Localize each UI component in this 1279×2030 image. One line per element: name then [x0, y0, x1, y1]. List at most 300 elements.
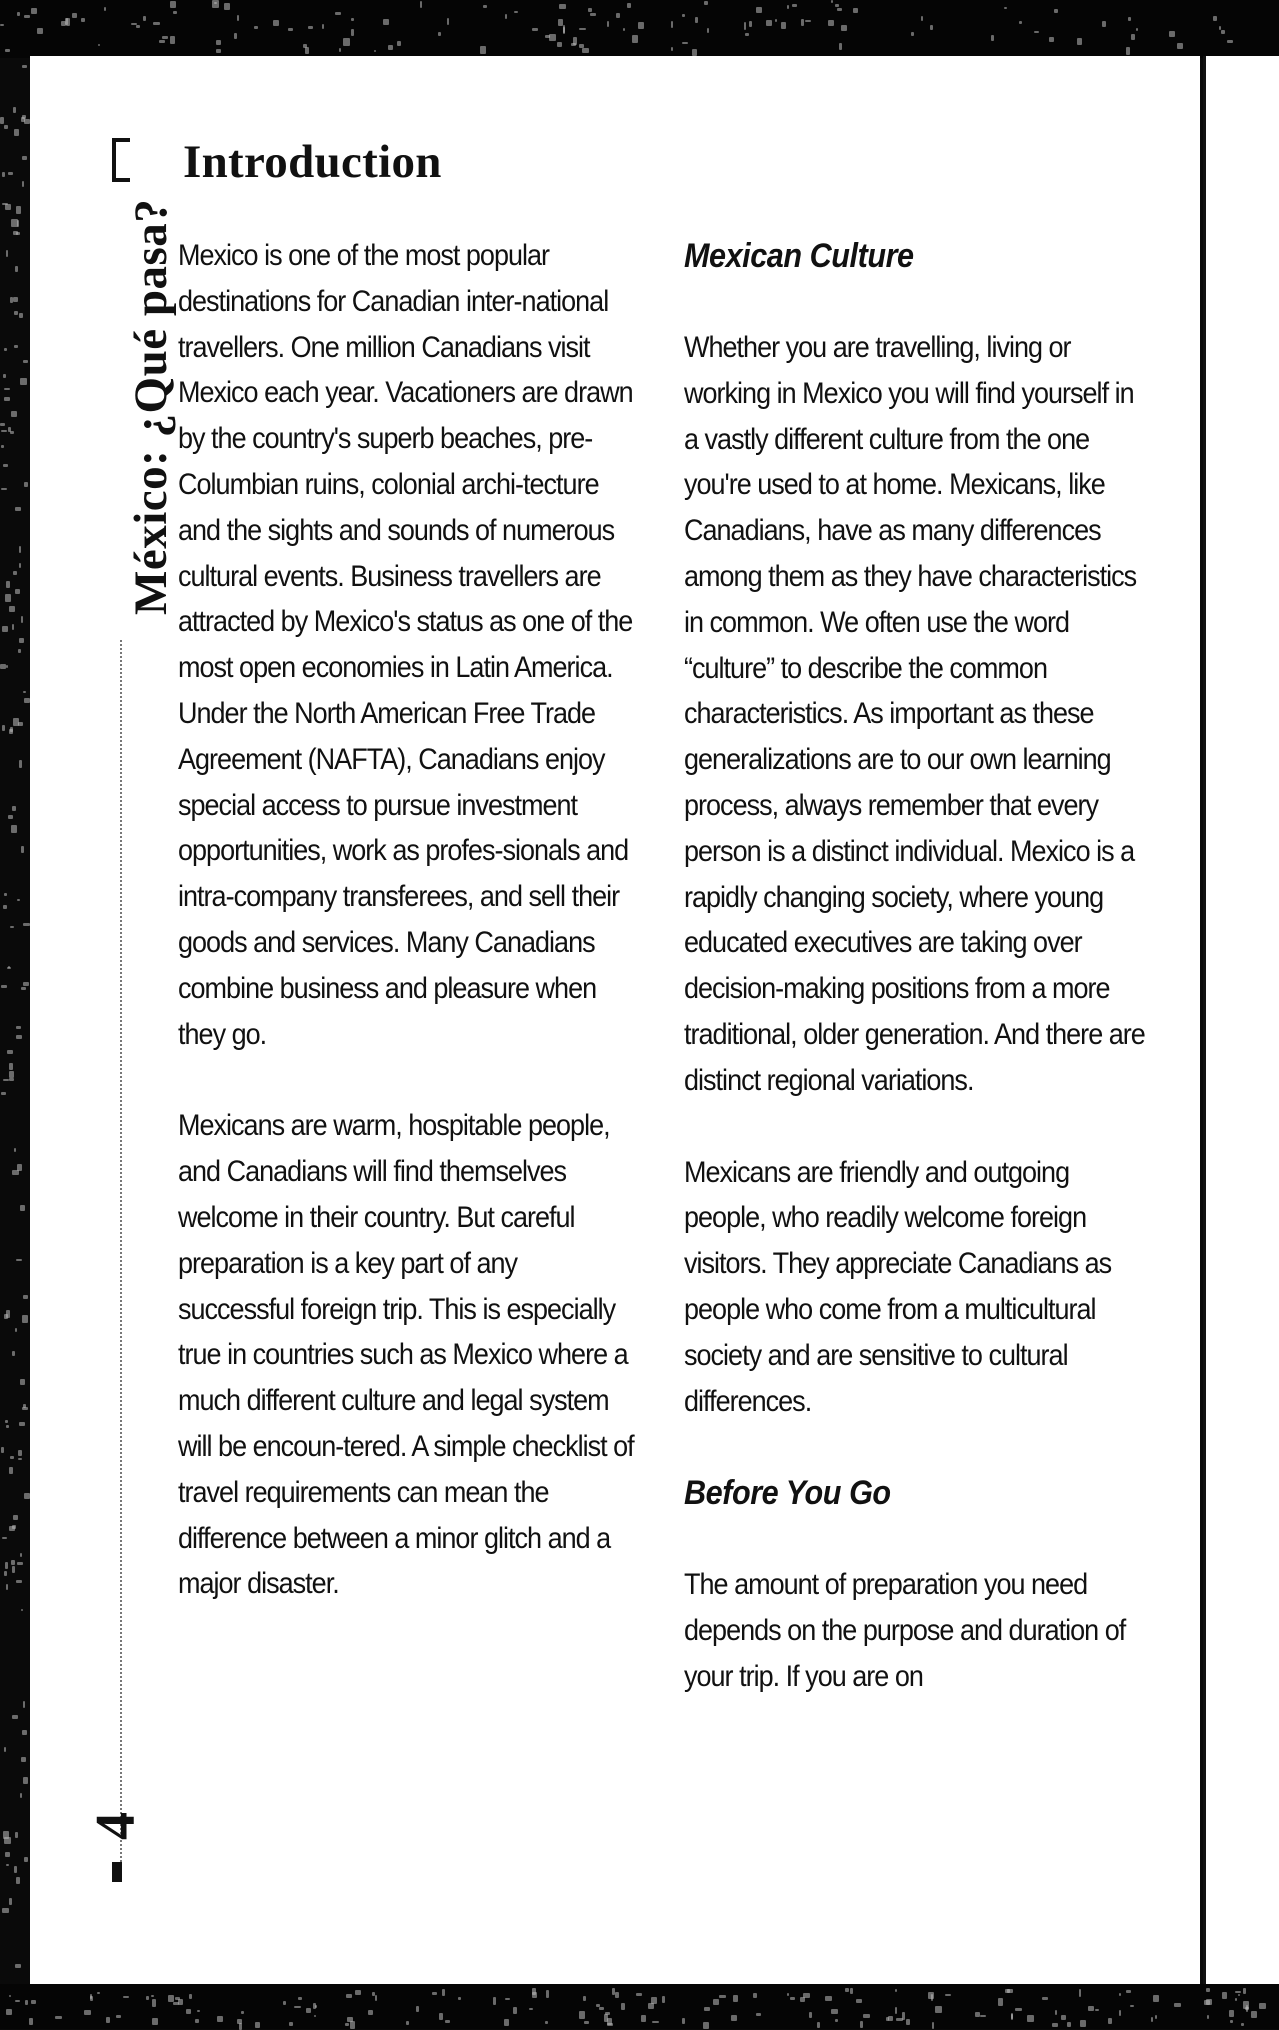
scan-speckle	[116, 2015, 122, 2018]
scan-speckle	[168, 1995, 174, 2003]
scan-speckle	[1251, 2011, 1256, 2017]
scan-speckle	[224, 3, 231, 11]
scan-speckle	[1, 445, 4, 448]
scan-speckle	[648, 2003, 654, 2010]
scan-speckle	[4, 1837, 11, 1844]
scan-speckle	[308, 26, 313, 29]
scan-speckle	[106, 2017, 110, 2023]
scan-speckle	[571, 43, 575, 46]
scan-speckle	[7, 1050, 13, 1054]
scan-speckle	[935, 2006, 942, 2013]
scan-speckle	[16, 1877, 20, 1884]
scan-speckle	[945, 1994, 951, 1996]
scan-speckle	[5, 49, 10, 52]
scan-speckle	[980, 2015, 985, 2018]
scan-speckle	[616, 13, 620, 18]
scan-speckle	[1229, 2010, 1233, 2016]
scan-speckle	[17, 899, 20, 901]
scan-speckle	[20, 1793, 23, 1798]
scan-speckle	[532, 1988, 537, 1995]
scan-speckle	[19, 1422, 24, 1425]
scan-speckle	[305, 47, 308, 53]
scan-speckle	[372, 1992, 375, 1995]
scan-speckle	[1213, 16, 1217, 21]
scan-speckle	[22, 1730, 27, 1735]
scan-speckle	[13, 297, 18, 303]
scan-speckle	[792, 4, 796, 7]
scan-speckle	[895, 2007, 897, 2014]
scan-speckle	[343, 38, 349, 46]
scan-speckle	[719, 1995, 725, 1999]
scan-speckle	[447, 18, 449, 26]
scan-speckle	[10, 1456, 14, 1459]
scan-speckle	[16, 1026, 21, 1029]
scan-speckle	[1151, 2017, 1153, 2022]
scan-speckle	[1080, 2020, 1086, 2027]
scan-speckle	[1, 430, 7, 432]
scan-speckle	[1052, 2023, 1058, 2026]
scan-speckle	[695, 17, 698, 24]
scan-speckle	[1241, 2023, 1244, 2025]
scan-speckle	[805, 20, 811, 23]
facing-page-edge	[1203, 56, 1279, 1984]
scan-speckle	[15, 266, 18, 272]
scan-speckle	[9, 1467, 13, 1474]
scan-speckle	[17, 12, 20, 16]
scan-speckle	[131, 23, 137, 25]
scan-speckle	[615, 1992, 619, 1999]
scan-speckle	[6, 665, 9, 667]
scan-speckle	[20, 1553, 22, 1557]
scan-speckle	[1155, 2015, 1158, 2018]
scan-speckle	[416, 2006, 418, 2012]
scan-speckle	[529, 2008, 532, 2011]
scan-speckle	[4, 388, 10, 390]
scan-speckle	[298, 1997, 302, 2001]
scan-speckle	[216, 40, 221, 46]
scan-speckle	[15, 589, 19, 594]
scan-speckle	[856, 1999, 862, 2003]
scan-speckle	[175, 1997, 180, 2000]
scan-speckle	[16, 206, 21, 214]
scan-speckle	[20, 1379, 25, 1385]
scan-speckle	[347, 2017, 353, 2022]
scan-speckle	[255, 2022, 260, 2029]
scan-speckle	[9, 606, 15, 612]
scan-speckle	[14, 129, 19, 136]
scan-speckle	[886, 2017, 889, 2021]
scan-speckle	[733, 1995, 739, 2003]
scan-speckle	[0, 423, 4, 426]
scan-speckle	[839, 43, 842, 50]
scan-speckle	[557, 42, 561, 47]
corner-mark-bottom	[112, 1862, 122, 1882]
scan-speckle	[22, 65, 26, 69]
scan-speckle	[579, 28, 586, 31]
scan-speckle	[14, 311, 18, 315]
scan-speckle	[1007, 1989, 1013, 1993]
culture-paragraph-1: Whether you are travelling, living or working in Mexico you will find yourself in a vastly different culture from the one you're used to at home. Mexicans, like Canadians, have as many differences among them as they have characteristics in common. We often use the word “culture” to describe the common characteristics. As important as these generalizations are to our own learning process, always remember that every person is a distinct individual. Mexico is a rapidly changing society, where young educated executives are taking over decision-making positions from a more traditional, older generation. And there are distinct regional variations.	[684, 331, 1145, 1097]
scan-speckle	[11, 219, 18, 227]
scan-speckle	[14, 1148, 16, 1152]
scan-speckle	[170, 36, 175, 44]
scan-speckle	[703, 2022, 709, 2030]
scan-speckle	[1243, 1988, 1245, 1994]
scan-speckle	[442, 1989, 445, 1996]
scan-speckle	[12, 806, 16, 812]
scan-speckle	[4, 1571, 6, 1576]
scan-speckle	[16, 1580, 22, 1583]
scan-speckle	[582, 48, 588, 52]
scan-speckle	[237, 15, 239, 21]
scan-speckle	[563, 27, 565, 34]
scan-speckle	[65, 18, 69, 26]
scan-speckle	[432, 1992, 437, 1995]
scan-speckle	[906, 2019, 910, 2025]
scan-speckle	[23, 923, 30, 926]
scan-speckle	[1206, 1988, 1210, 1992]
scan-speckle	[19, 546, 22, 553]
scan-speckle	[1126, 1990, 1131, 1993]
scan-speckle	[97, 1992, 100, 1994]
scan-border-top	[0, 0, 1279, 58]
scan-speckle	[9, 1063, 14, 1070]
scan-speckle	[2, 172, 6, 177]
scan-speckle	[15, 1964, 21, 1968]
scan-speckle	[888, 2016, 892, 2021]
scan-speckle	[1128, 17, 1131, 20]
scan-speckle	[23, 982, 29, 986]
page-number: 4	[85, 1812, 147, 1840]
scan-speckle	[23, 1404, 26, 1409]
scan-speckle	[1, 1092, 6, 1094]
scan-speckle	[11, 1560, 15, 1566]
scan-speckle	[493, 1997, 497, 2005]
scan-speckle	[745, 33, 749, 36]
scan-speckle	[513, 2007, 517, 2014]
scan-speckle	[19, 563, 21, 567]
scan-speckle	[289, 2022, 293, 2026]
scan-speckle	[828, 20, 834, 27]
scan-speckle	[12, 1715, 18, 1719]
scan-speckle	[15, 1328, 18, 1332]
scan-speckle	[21, 987, 26, 990]
scan-speckle	[21, 1609, 23, 1611]
scan-speckle	[10, 431, 14, 433]
scan-speckle	[2, 725, 5, 731]
scan-speckle	[1054, 9, 1058, 14]
scan-speckle	[825, 1996, 832, 2001]
scan-speckle	[20, 1205, 24, 1212]
scan-speckle	[397, 41, 401, 46]
scan-speckle	[153, 22, 160, 25]
scan-speckle	[406, 2021, 409, 2025]
scan-speckle	[18, 1450, 22, 1456]
scan-speckle	[12, 1351, 15, 1356]
scan-speckle	[850, 1988, 853, 1994]
scan-speckle	[11, 411, 17, 417]
scan-speckle	[505, 1998, 510, 2000]
scan-speckle	[162, 36, 168, 38]
scan-speckle	[24, 482, 28, 487]
scan-speckle	[234, 33, 237, 39]
scan-speckle	[24, 1857, 29, 1863]
scan-speckle	[4, 348, 8, 351]
scan-speckle	[18, 1458, 21, 1460]
scan-speckle	[9, 729, 13, 734]
scan-speckle	[458, 1997, 461, 2000]
scan-speckle	[19, 313, 23, 318]
scan-speckle	[9, 1071, 15, 1078]
scan-speckle	[350, 2021, 355, 2029]
scan-speckle	[186, 2009, 191, 2014]
scan-speckle	[6, 2009, 12, 2015]
scan-speckle	[5, 1420, 8, 1422]
scan-speckle	[20, 378, 27, 386]
scan-speckle	[283, 2001, 286, 2005]
scan-speckle	[15, 507, 21, 511]
intro-paragraph-1: Mexico is one of the most popular destinations for Canadian inter-national travellers. One million Canadians visit Mexico each year. Vacationers are drawn by the country's superb beaches, pre-Columbian ruins, colonial archi-tecture and the sights and sounds of numerous cultural events. Business travellers are attracted by Mexico's status as one of the most open economies in Latin America. Under the North American Free Trade Agreement (NAFTA), Canadians enjoy special access to pursue investment opportunities, work as profes-sionals and intra-company transferees, and sell their goods and services. Many Canadians combine business and pleasure when they go.	[178, 239, 633, 1051]
scan-speckle	[1204, 2000, 1210, 2005]
scan-speckle	[23, 691, 25, 693]
scan-speckle	[1219, 26, 1221, 30]
scan-speckle	[16, 1259, 22, 1261]
scan-speckle	[590, 13, 596, 17]
scan-speckle	[1207, 2015, 1209, 2019]
scan-speckle	[766, 20, 772, 26]
scan-speckle	[896, 2018, 903, 2021]
scan-speckle	[0, 664, 6, 668]
scan-speckle	[355, 1990, 361, 1995]
scan-speckle	[932, 2022, 934, 2029]
scan-speckle	[22, 181, 24, 187]
scan-speckle	[991, 35, 994, 41]
scan-speckle	[237, 2019, 242, 2024]
scan-speckle	[2, 626, 8, 632]
scan-speckle	[1222, 1992, 1226, 1999]
scan-speckle	[420, 1, 422, 7]
scan-speckle	[4, 893, 7, 895]
scan-speckle	[545, 35, 551, 38]
scan-speckle	[579, 2011, 585, 2019]
right-column	[684, 233, 1144, 1746]
scan-speckle	[313, 2003, 316, 2009]
scan-speckle	[707, 28, 710, 32]
scan-speckle	[173, 11, 177, 14]
scan-speckle	[3, 905, 8, 909]
scan-speckle	[4, 1314, 7, 1319]
scan-speckle	[18, 649, 22, 653]
scan-speckle	[24, 15, 29, 17]
scan-speckle	[72, 13, 76, 18]
scan-speckle	[559, 4, 566, 9]
scan-speckle	[1061, 2015, 1066, 2021]
scan-speckle	[1034, 31, 1039, 33]
scan-speckle	[998, 1998, 1003, 2006]
scan-speckle	[841, 25, 848, 31]
scan-speckle	[21, 846, 24, 852]
scan-speckle	[217, 2016, 223, 2022]
scan-speckle	[744, 22, 746, 30]
scan-speckle	[14, 345, 18, 349]
scan-speckle	[1245, 2007, 1249, 2010]
scan-speckle	[713, 1999, 719, 2006]
scan-speckle	[170, 1, 176, 8]
scan-speckle	[975, 2012, 979, 2017]
scan-speckle	[5, 1852, 11, 1857]
scan-speckle	[12, 1525, 15, 1529]
scan-speckle	[16, 1035, 22, 1039]
scan-speckle	[532, 28, 537, 32]
scan-speckle	[6, 1864, 9, 1867]
scan-speckle	[1130, 2005, 1134, 2008]
scan-speckle	[212, 0, 218, 8]
scan-speckle	[445, 2020, 451, 2024]
scan-speckle	[5, 1562, 8, 1569]
culture-paragraph-2: Mexicans are friendly and outgoing people, who readily welcome foreign visitors. They appreciate Canadians as people who come from a multicultural society and are sensitive to cultural differences.	[684, 1155, 1112, 1418]
scan-speckle	[1177, 43, 1183, 49]
scan-speckle	[21, 616, 24, 623]
scan-speckle	[837, 8, 842, 11]
scan-speckle	[1169, 31, 1175, 37]
scan-speckle	[731, 2015, 738, 2021]
scan-speckle	[928, 1992, 934, 1999]
scan-speckle	[22, 156, 27, 160]
scan-speckle	[1011, 2014, 1013, 2020]
scan-speckle	[24, 119, 30, 124]
scan-speckle	[4, 397, 10, 401]
scan-speckle	[753, 1993, 756, 1998]
scan-speckle	[0, 117, 4, 124]
scan-speckle	[4, 1747, 7, 1753]
scan-speckle	[845, 1988, 849, 1992]
scan-speckle	[662, 1996, 665, 2003]
scan-speckle	[1, 1447, 4, 1453]
scan-speckle	[1088, 2006, 1094, 2011]
scan-speckle	[607, 21, 609, 28]
scan-speckle	[25, 2000, 28, 2005]
scan-speckle	[22, 1315, 28, 1323]
scan-speckle	[5, 594, 12, 602]
scan-speckle	[3, 1079, 10, 1081]
section-heading: Introduction	[183, 136, 442, 188]
scan-speckle	[12, 1566, 15, 1573]
scan-speckle	[351, 18, 355, 21]
scan-speckle	[1102, 21, 1106, 28]
scan-speckle	[15, 1832, 18, 1838]
scan-speckle	[1077, 38, 1082, 45]
scan-speckle	[790, 1997, 794, 2000]
scan-speckle	[90, 1996, 93, 2001]
scan-speckle	[6, 1425, 8, 1428]
scan-speckle	[902, 2012, 904, 2019]
scan-speckle	[1015, 2008, 1021, 2011]
scan-speckle	[756, 7, 761, 13]
scan-speckle	[146, 1996, 149, 2000]
scan-speckle	[8, 815, 13, 819]
scan-speckle	[143, 16, 146, 20]
scan-speckle	[1174, 2003, 1180, 2008]
scan-speckle	[583, 1996, 586, 2001]
scan-speckle	[1095, 2009, 1098, 2012]
scan-speckle	[3, 374, 6, 379]
scan-speckle	[787, 5, 789, 9]
scan-speckle	[10, 926, 14, 928]
scan-speckle	[19, 638, 24, 643]
scan-speckle	[6, 581, 9, 588]
scan-speckle	[671, 47, 673, 51]
scan-speckle	[2, 1908, 8, 1913]
scan-speckle	[21, 1757, 27, 1762]
scan-speckle	[652, 2021, 659, 2023]
scan-speckle	[345, 2023, 349, 2026]
scan-speckle	[860, 2021, 863, 2028]
scan-speckle	[12, 624, 14, 630]
scan-speckle	[1119, 1993, 1122, 1996]
scan-speckle	[13, 718, 19, 726]
scan-speckle	[1153, 1995, 1160, 2002]
scan-speckle	[1126, 47, 1130, 55]
scan-speckle	[29, 2018, 33, 2025]
scan-speckle	[1067, 2022, 1071, 2027]
scan-speckle	[438, 32, 440, 37]
scan-speckle	[254, 26, 258, 28]
scan-speckle	[1108, 2018, 1112, 2025]
scan-speckle	[1230, 2020, 1233, 2023]
scan-speckle	[9, 1898, 13, 1904]
scan-speckle	[13, 107, 16, 113]
scan-speckle	[14, 1866, 17, 1873]
scan-speckle	[335, 12, 341, 15]
scan-speckle	[11, 825, 17, 833]
scan-speckle	[136, 25, 140, 28]
scan-speckle	[17, 1164, 22, 1171]
scan-speckle	[152, 2018, 158, 2025]
scan-speckle	[1049, 37, 1054, 42]
scan-speckle	[584, 2021, 589, 2023]
scan-speckle	[388, 45, 393, 49]
running-title: México: ¿Qué pasa?	[125, 198, 177, 615]
scan-speckle	[781, 22, 785, 29]
scan-speckle	[16, 232, 20, 235]
scan-speckle	[671, 21, 674, 28]
scan-speckle	[368, 2010, 373, 2015]
scan-speckle	[692, 49, 697, 56]
scan-speckle	[23, 360, 28, 363]
scan-speckle	[863, 2014, 870, 2018]
scan-speckle	[346, 1994, 352, 1998]
scan-speckle	[383, 19, 390, 25]
left-column	[178, 233, 638, 1607]
scan-speckle	[546, 1990, 549, 1998]
scan-speckle	[1, 985, 7, 988]
scan-speckle	[439, 2013, 444, 2020]
scan-speckle	[6, 1584, 9, 1590]
scan-speckle	[756, 2013, 761, 2015]
scan-speckle	[13, 1515, 18, 1520]
scan-speckle	[81, 18, 84, 22]
scan-speckle	[599, 2007, 604, 2010]
scan-speckle	[24, 1493, 31, 1499]
scan-speckle	[288, 28, 293, 31]
scan-speckle	[23, 1295, 27, 1299]
scan-speckle	[558, 19, 563, 26]
scan-speckle	[831, 2009, 838, 2014]
scan-speckle	[605, 2012, 610, 2015]
scan-speckle	[1259, 2003, 1266, 2008]
scan-speckle	[273, 20, 278, 26]
scan-speckle	[549, 34, 556, 41]
